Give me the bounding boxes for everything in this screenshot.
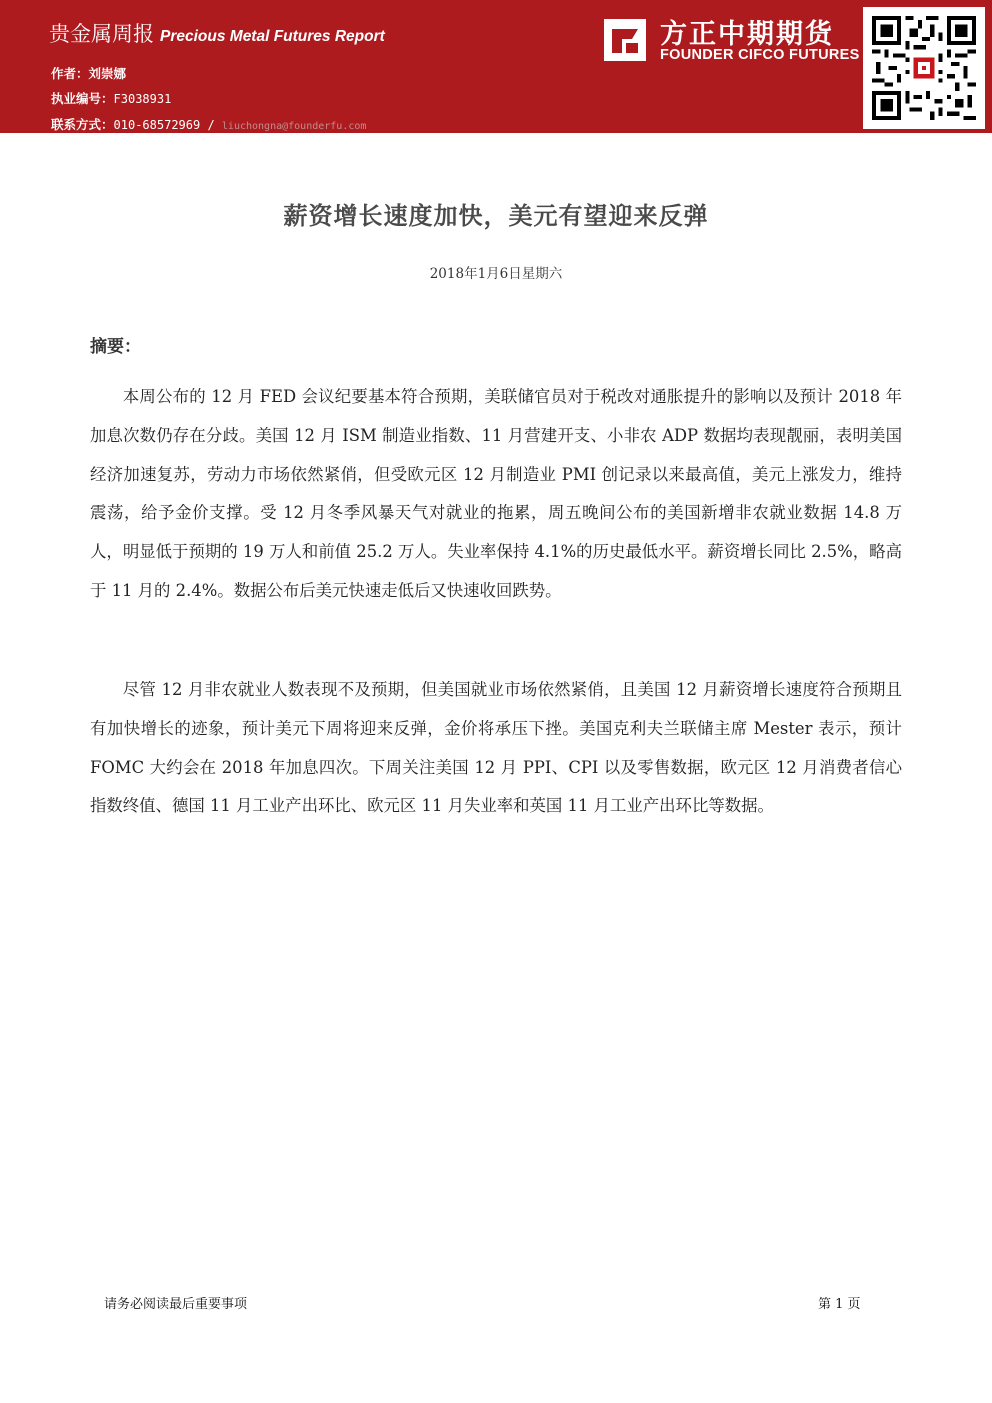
report-name xyxy=(49,18,385,48)
report-header-banner xyxy=(0,0,992,133)
footer-notice: 请务必阅读最后重要事项 xyxy=(104,1297,248,1312)
summary-heading: 摘要： xyxy=(90,337,141,357)
report-name-en: Precious Metal Futures Report xyxy=(160,28,385,45)
contact-email-link[interactable]: liuchongna@founderfu.com xyxy=(221,121,367,132)
contact-phone: 010-68572969 xyxy=(113,118,201,132)
contact-label: 联系方式： xyxy=(51,117,114,132)
license-number: F3038931 xyxy=(113,92,172,106)
company-name-cn: 方正中期期货 xyxy=(660,19,834,50)
page-number: 第 1 页 xyxy=(818,1297,861,1312)
qr-code-icon xyxy=(872,16,976,120)
license-line xyxy=(51,89,171,107)
summary-paragraph-1: 本周公布的 12 月 FED 会议纪要基本符合预期，美联储官员对于税改对通胀提升的影响以及预计 2018 年加息次数仍存在分歧。美国 12 月 ISM 制造业指数、11 月营建开支、小非农 ADP 数据均表现靓丽，表明美国经济加速复苏，劳动力市场依然紧俏，但受欧元区 12 月制造业 PMI 创记录以来最高值，美元上涨发力，维持震荡，给予金价支撑。受 12 月冬季风暴天气对就业的拖累，周五晚间公布的美国新增非农就业数据 14.8 万人，明显低于预期的 19 万人和前值 25.2 万人。失业率保持 4.1%的历史最低水平。薪资增长同比 2.5%，略高于 11 月的 2.4%。数据公布后美元快速走低后又快速收回跌势。 xyxy=(90,387,902,600)
document-title: 薪资增长速度加快，美元有望迎来反弹 xyxy=(283,202,709,230)
author-name: 刘崇娜 xyxy=(88,66,127,81)
contact-separator: / xyxy=(200,118,222,132)
author-label: 作者： xyxy=(51,66,89,81)
license-label: 执业编号： xyxy=(51,91,114,106)
author-line xyxy=(51,64,126,82)
report-name-cn: 贵金属周报 xyxy=(49,22,154,46)
qr-code-panel[interactable] xyxy=(863,7,985,129)
founder-logo-icon xyxy=(602,17,648,63)
summary-paragraph-2: 尽管 12 月非农就业人数表现不及预期，但美国就业市场依然紧俏，且美国 12 月薪资增长速度符合预期且有加快增长的迹象，预计美元下周将迎来反弹，金价将承压下挫。美国克利夫兰联储主席 Mester 表示，预计 FOMC 大约会在 2018 年加息四次。下周关注美国 12 月 PPI、CPI 以及零售数据，欧元区 12 月消费者信心指数终值、德国 11 月工业产出环比、欧元区 11 月失业率和英国 11 月工业产出环比等数据。 xyxy=(90,680,902,816)
document-date: 2018年1月6日星期六 xyxy=(429,266,563,282)
contact-line xyxy=(51,115,366,133)
company-name-en: FOUNDER CIFCO FUTURES xyxy=(660,47,860,63)
